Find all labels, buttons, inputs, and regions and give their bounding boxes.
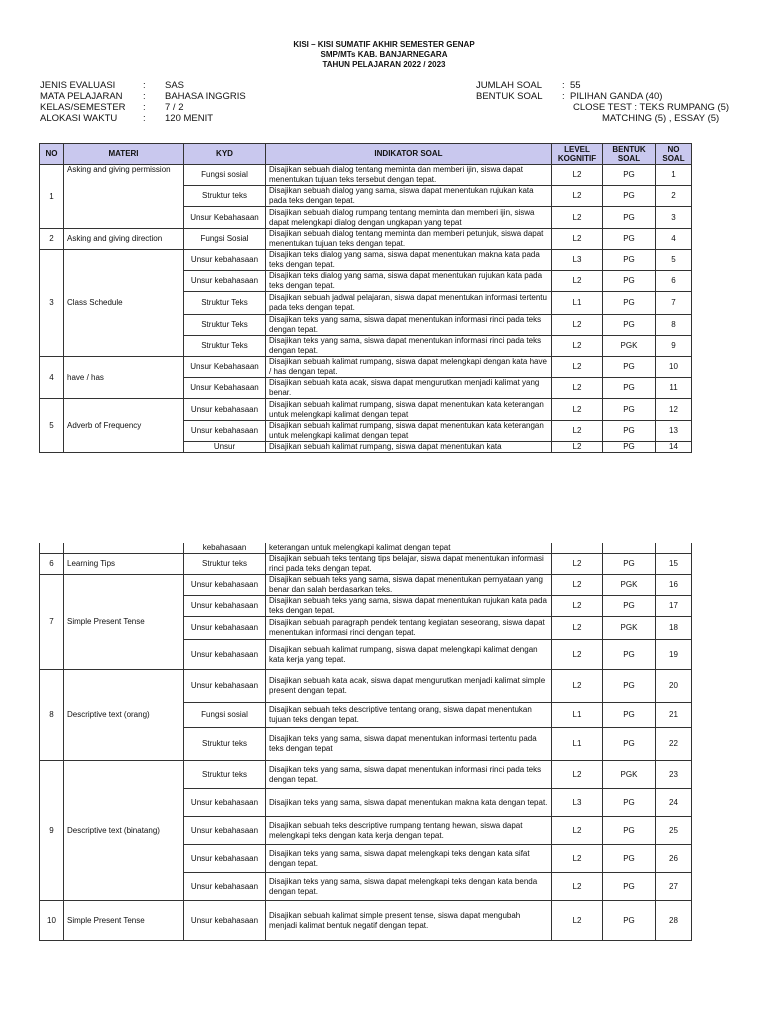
level-cell: L3	[552, 789, 603, 817]
level-cell: L3	[552, 250, 603, 271]
level-cell: L2	[552, 165, 603, 186]
indikator-cell: Disajikan sebuah teks yang sama, siswa dapat menentukan rujukan kata pada teks dengan tepat.	[266, 596, 552, 617]
materi-cell	[64, 543, 184, 554]
indikator-cell: Disajikan sebuah kalimat rumpang, siswa dapat menentukan kata keterangan untuk melengkapi kalimat dengan tepat	[266, 421, 552, 442]
info-value: BAHASA INGGRIS	[165, 91, 246, 102]
kyd-cell: Unsur kebahasaan	[184, 845, 266, 873]
level-cell	[552, 543, 603, 554]
indikator-cell: Disajikan teks yang sama, siswa dapat menentukan informasi rinci pada teks dengan tepat.	[266, 761, 552, 789]
bentuk-cell: PG	[603, 250, 656, 271]
level-cell: L2	[552, 596, 603, 617]
kisi-table-1	[39, 143, 692, 453]
no-soal-cell: 20	[656, 670, 692, 703]
col-header-kyd: KYD	[184, 144, 266, 165]
indikator-cell: Disajikan teks yang sama, siswa dapat menentukan makna kata dengan tepat.	[266, 789, 552, 817]
no-soal-cell: 27	[656, 873, 692, 901]
bentuk-cell: PG	[603, 207, 656, 229]
info-sep: :	[562, 80, 565, 91]
table-row	[40, 399, 692, 421]
kyd-cell: Struktur teks	[184, 728, 266, 761]
indikator-cell: Disajikan teks yang sama, siswa dapat melengkapi teks dengan kata benda dengan tepat.	[266, 873, 552, 901]
no-soal-cell: 19	[656, 640, 692, 670]
bentuk-cell: PG	[603, 670, 656, 703]
level-cell: L2	[552, 901, 603, 941]
bentuk-cell: PG	[603, 292, 656, 315]
row-number: 4	[40, 357, 64, 399]
bentuk-cell: PG	[603, 703, 656, 728]
no-soal-cell: 12	[656, 399, 692, 421]
level-cell: L2	[552, 229, 603, 250]
indikator-cell: Disajikan sebuah kalimat rumpang, siswa dapat melengkapi dengan kata have / has dengan tepat.	[266, 357, 552, 378]
level-cell: L2	[552, 357, 603, 378]
level-cell: L1	[552, 292, 603, 315]
no-soal-cell: 23	[656, 761, 692, 789]
no-soal-cell: 2	[656, 186, 692, 207]
row-number	[40, 543, 64, 554]
info-value: 7 / 2	[165, 102, 184, 113]
no-soal-cell: 8	[656, 315, 692, 336]
no-soal-cell	[656, 543, 692, 554]
kyd-cell: Unsur kebahasaan	[184, 271, 266, 292]
row-number: 9	[40, 761, 64, 901]
indikator-cell: Disajikan sebuah kalimat rumpang, siswa dapat melengkapi kalimat dengan kata kerja yang tepat.	[266, 640, 552, 670]
col-header-bentuk: BENTUK SOAL	[603, 144, 656, 165]
bentuk-cell	[603, 543, 656, 554]
info-value: SAS	[165, 80, 185, 91]
bentuk-cell: PG	[603, 186, 656, 207]
row-number: 10	[40, 901, 64, 941]
doc-title: KISI – KISI SUMATIF AKHIR SEMESTER GENAP	[293, 40, 475, 49]
indikator-cell: Disajikan sebuah teks yang sama, siswa dapat menentukan pernyataan yang benar dan salah berdasarkan teks.	[266, 575, 552, 596]
indikator-cell: Disajikan sebuah teks descriptive rumpang tentang hewan, siswa dapat melengkapi teks dengan kata kerja dengan tepat.	[266, 817, 552, 845]
bentuk-cell: PG	[603, 817, 656, 845]
bentuk-cell: PG	[603, 378, 656, 399]
level-cell: L2	[552, 817, 603, 845]
level-cell: L2	[552, 670, 603, 703]
indikator-cell: Disajikan sebuah paragraph pendek tentang kegiatan seseorang, siswa dapat menentukan informasi rinci dengan tepat.	[266, 617, 552, 640]
bentuk-cell: PG	[603, 165, 656, 186]
row-number: 3	[40, 250, 64, 357]
indikator-cell: Disajikan sebuah kata acak, siswa dapat mengurutkan menjadi kalimat yang benar.	[266, 378, 552, 399]
info-sep: :	[143, 91, 146, 102]
indikator-cell: Disajikan sebuah dialog tentang meminta dan memberi petunjuk, siswa dapat menentukan tujuan teks dengan tepat.	[266, 229, 552, 250]
info-sep: :	[143, 102, 146, 113]
level-cell: L2	[552, 442, 603, 453]
no-soal-cell: 6	[656, 271, 692, 292]
materi-cell: Asking and giving permission	[64, 165, 184, 229]
bentuk-cell: PG	[603, 789, 656, 817]
level-cell: L2	[552, 873, 603, 901]
no-soal-cell: 26	[656, 845, 692, 873]
table-row	[40, 250, 692, 271]
table-row	[40, 165, 692, 186]
level-cell: L2	[552, 617, 603, 640]
doc-school: SMP/MTs KAB. BANJARNEGARA	[320, 50, 448, 59]
no-soal-cell: 1	[656, 165, 692, 186]
info-value: 55	[570, 80, 581, 91]
bentuk-cell: PG	[603, 901, 656, 941]
col-header-materi: MATERI	[64, 144, 184, 165]
table-row	[40, 901, 692, 941]
materi-cell: Descriptive text (orang)	[64, 670, 184, 761]
col-header-level: LEVEL KOGNITIF	[552, 144, 603, 165]
col-header-indikator: INDIKATOR SOAL	[266, 144, 552, 165]
bentuk-cell: PGK	[603, 761, 656, 789]
no-soal-cell: 14	[656, 442, 692, 453]
info-label: MATA PELAJARAN	[40, 91, 123, 102]
indikator-cell: Disajikan teks yang sama, siswa dapat menentukan informasi tertentu pada teks dengan tepat	[266, 728, 552, 761]
bentuk-cell: PGK	[603, 575, 656, 596]
materi-cell: Simple Present Tense	[64, 901, 184, 941]
info-sep: :	[562, 91, 565, 102]
kyd-cell: kebahasaan	[184, 543, 266, 554]
kyd-cell: Unsur kebahasaan	[184, 575, 266, 596]
kyd-cell: Unsur kebahasaan	[184, 617, 266, 640]
level-cell: L2	[552, 378, 603, 399]
indikator-cell: Disajikan sebuah dialog yang sama, siswa dapat menentukan rujukan kata pada teks dengan tepat.	[266, 186, 552, 207]
indikator-cell: Disajikan sebuah dialog tentang meminta dan memberi ijin, siswa dapat menentukan tujuan teks tersebut dengan tepat.	[266, 165, 552, 186]
materi-cell: Adverb of Frequency	[64, 399, 184, 453]
bentuk-cell: PG	[603, 728, 656, 761]
no-soal-cell: 11	[656, 378, 692, 399]
no-soal-cell: 17	[656, 596, 692, 617]
indikator-cell: Disajikan teks dialog yang sama, siswa dapat menentukan rujukan kata pada teks dengan tepat.	[266, 271, 552, 292]
row-number: 8	[40, 670, 64, 761]
no-soal-cell: 9	[656, 336, 692, 357]
col-header-no-soal: NO SOAL	[656, 144, 692, 165]
level-cell: L2	[552, 336, 603, 357]
materi-cell: have / has	[64, 357, 184, 399]
no-soal-cell: 10	[656, 357, 692, 378]
kyd-cell: Struktur Teks	[184, 292, 266, 315]
level-cell: L2	[552, 761, 603, 789]
level-cell: L2	[552, 186, 603, 207]
continuation-row	[40, 543, 692, 554]
info-left	[40, 80, 340, 126]
table-row	[40, 554, 692, 575]
kyd-cell: Fungsi sosial	[184, 165, 266, 186]
kyd-cell: Struktur Teks	[184, 336, 266, 357]
info-label: BENTUK SOAL	[476, 91, 543, 102]
bentuk-cell: PG	[603, 229, 656, 250]
table-row	[40, 357, 692, 378]
kyd-cell: Unsur Kebahasaan	[184, 207, 266, 229]
doc-year: TAHUN PELAJARAN 2022 / 2023	[322, 60, 446, 69]
table-header-row	[40, 144, 692, 165]
kyd-cell: Unsur kebahasaan	[184, 421, 266, 442]
level-cell: L1	[552, 728, 603, 761]
table-row	[40, 575, 692, 596]
kyd-cell: Struktur teks	[184, 761, 266, 789]
kyd-cell: Unsur	[184, 442, 266, 453]
row-number: 7	[40, 575, 64, 670]
level-cell: L1	[552, 703, 603, 728]
kyd-cell: Unsur kebahasaan	[184, 789, 266, 817]
level-cell: L2	[552, 421, 603, 442]
no-soal-cell: 24	[656, 789, 692, 817]
info-value: CLOSE TEST : TEKS RUMPANG (5)	[573, 102, 730, 113]
no-soal-cell: 13	[656, 421, 692, 442]
level-cell: L2	[552, 399, 603, 421]
info-label: ALOKASI WAKTU	[40, 113, 118, 124]
bentuk-cell: PG	[603, 357, 656, 378]
info-label: JUMLAH SOAL	[476, 80, 542, 91]
bentuk-cell: PG	[603, 315, 656, 336]
info-label: JENIS EVALUASI	[40, 80, 116, 91]
kyd-cell: Struktur teks	[184, 554, 266, 575]
bentuk-cell: PG	[603, 873, 656, 901]
bentuk-cell: PG	[603, 442, 656, 453]
info-value: 120 MENIT	[165, 113, 214, 124]
row-number: 5	[40, 399, 64, 453]
info-value: PILIHAN GANDA (40)	[570, 91, 663, 102]
no-soal-cell: 15	[656, 554, 692, 575]
bentuk-cell: PG	[603, 271, 656, 292]
info-label: KELAS/SEMESTER	[40, 102, 126, 113]
bentuk-cell: PG	[603, 399, 656, 421]
no-soal-cell: 5	[656, 250, 692, 271]
materi-cell: Asking and giving direction	[64, 229, 184, 250]
level-cell: L2	[552, 640, 603, 670]
materi-cell: Class Schedule	[64, 250, 184, 357]
level-cell: L2	[552, 315, 603, 336]
kyd-cell: Unsur kebahasaan	[184, 250, 266, 271]
materi-cell: Simple Present Tense	[64, 575, 184, 670]
table-row	[40, 761, 692, 789]
kyd-cell: Unsur kebahasaan	[184, 399, 266, 421]
indikator-cell: keterangan untuk melengkapi kalimat dengan tepat	[266, 543, 552, 554]
indikator-cell: Disajikan teks yang sama, siswa dapat melengkapi teks dengan kata sifat dengan tepat.	[266, 845, 552, 873]
row-number: 1	[40, 165, 64, 229]
indikator-cell: Disajikan sebuah kata acak, siswa dapat mengurutkan menjadi kalimat simple present dengan tepat.	[266, 670, 552, 703]
bentuk-cell: PG	[603, 845, 656, 873]
kisi-table-2	[39, 543, 692, 941]
kyd-cell: Unsur Kebahasaan	[184, 378, 266, 399]
indikator-cell: Disajikan teks yang sama, siswa dapat menentukan informasi rinci pada teks dengan tepat.	[266, 336, 552, 357]
kyd-cell: Struktur Teks	[184, 315, 266, 336]
table-row	[40, 670, 692, 703]
no-soal-cell: 3	[656, 207, 692, 229]
no-soal-cell: 25	[656, 817, 692, 845]
no-soal-cell: 18	[656, 617, 692, 640]
table-row	[40, 229, 692, 250]
kyd-cell: Unsur kebahasaan	[184, 873, 266, 901]
bentuk-cell: PG	[603, 596, 656, 617]
indikator-cell: Disajikan teks yang sama, siswa dapat menentukan informasi rinci pada teks dengan tepat.	[266, 315, 552, 336]
indikator-cell: Disajikan sebuah teks tentang tips belajar, siswa dapat menentukan informasi rinci pada teks dengan tepat.	[266, 554, 552, 575]
materi-cell: Learning Tips	[64, 554, 184, 575]
indikator-cell: Disajikan sebuah jadwal pelajaran, siswa dapat menentukan informasi tertentu pada teks dengan tepat.	[266, 292, 552, 315]
info-sep: :	[143, 113, 146, 124]
info-value: MATCHING (5) , ESSAY (5)	[602, 113, 720, 124]
bentuk-cell: PGK	[603, 617, 656, 640]
level-cell: L2	[552, 271, 603, 292]
indikator-cell: Disajikan sebuah kalimat simple present tense, siswa dapat mengubah menjadi kalimat bentuk negatif dengan tepat.	[266, 901, 552, 941]
no-soal-cell: 21	[656, 703, 692, 728]
no-soal-cell: 7	[656, 292, 692, 315]
level-cell: L2	[552, 575, 603, 596]
level-cell: L2	[552, 845, 603, 873]
kyd-cell: Unsur kebahasaan	[184, 901, 266, 941]
no-soal-cell: 16	[656, 575, 692, 596]
indikator-cell: Disajikan sebuah kalimat rumpang, siswa dapat menentukan kata keterangan untuk melengkapi kalimat dengan tepat	[266, 399, 552, 421]
no-soal-cell: 4	[656, 229, 692, 250]
indikator-cell: Disajikan sebuah dialog rumpang tentang meminta dan memberi ijin, siswa dapat melengkapi dialog dengan ungkapan yang tepat	[266, 207, 552, 229]
row-number: 6	[40, 554, 64, 575]
level-cell: L2	[552, 554, 603, 575]
kyd-cell: Unsur Kebahasaan	[184, 357, 266, 378]
indikator-cell: Disajikan sebuah teks descriptive tentang orang, siswa dapat menentukan tujuan teks dengan tepat.	[266, 703, 552, 728]
kyd-cell: Struktur teks	[184, 186, 266, 207]
no-soal-cell: 22	[656, 728, 692, 761]
indikator-cell: Disajikan sebuah kalimat rumpang, siswa dapat menentukan kata	[266, 442, 552, 453]
kyd-cell: Fungsi Sosial	[184, 229, 266, 250]
bentuk-cell: PG	[603, 554, 656, 575]
kyd-cell: Unsur kebahasaan	[184, 817, 266, 845]
bentuk-cell: PG	[603, 640, 656, 670]
level-cell: L2	[552, 207, 603, 229]
indikator-cell: Disajikan teks dialog yang sama, siswa dapat menentukan makna kata pada teks dengan tepat.	[266, 250, 552, 271]
kyd-cell: Fungsi sosial	[184, 703, 266, 728]
materi-cell: Descriptive text (binatang)	[64, 761, 184, 901]
info-right	[476, 80, 746, 126]
bentuk-cell: PG	[603, 421, 656, 442]
no-soal-cell: 28	[656, 901, 692, 941]
info-sep: :	[143, 80, 146, 91]
bentuk-cell: PGK	[603, 336, 656, 357]
kyd-cell: Unsur kebahasaan	[184, 596, 266, 617]
row-number: 2	[40, 229, 64, 250]
kyd-cell: Unsur kebahasaan	[184, 640, 266, 670]
col-header-no: NO	[40, 144, 64, 165]
kyd-cell: Unsur kebahasaan	[184, 670, 266, 703]
